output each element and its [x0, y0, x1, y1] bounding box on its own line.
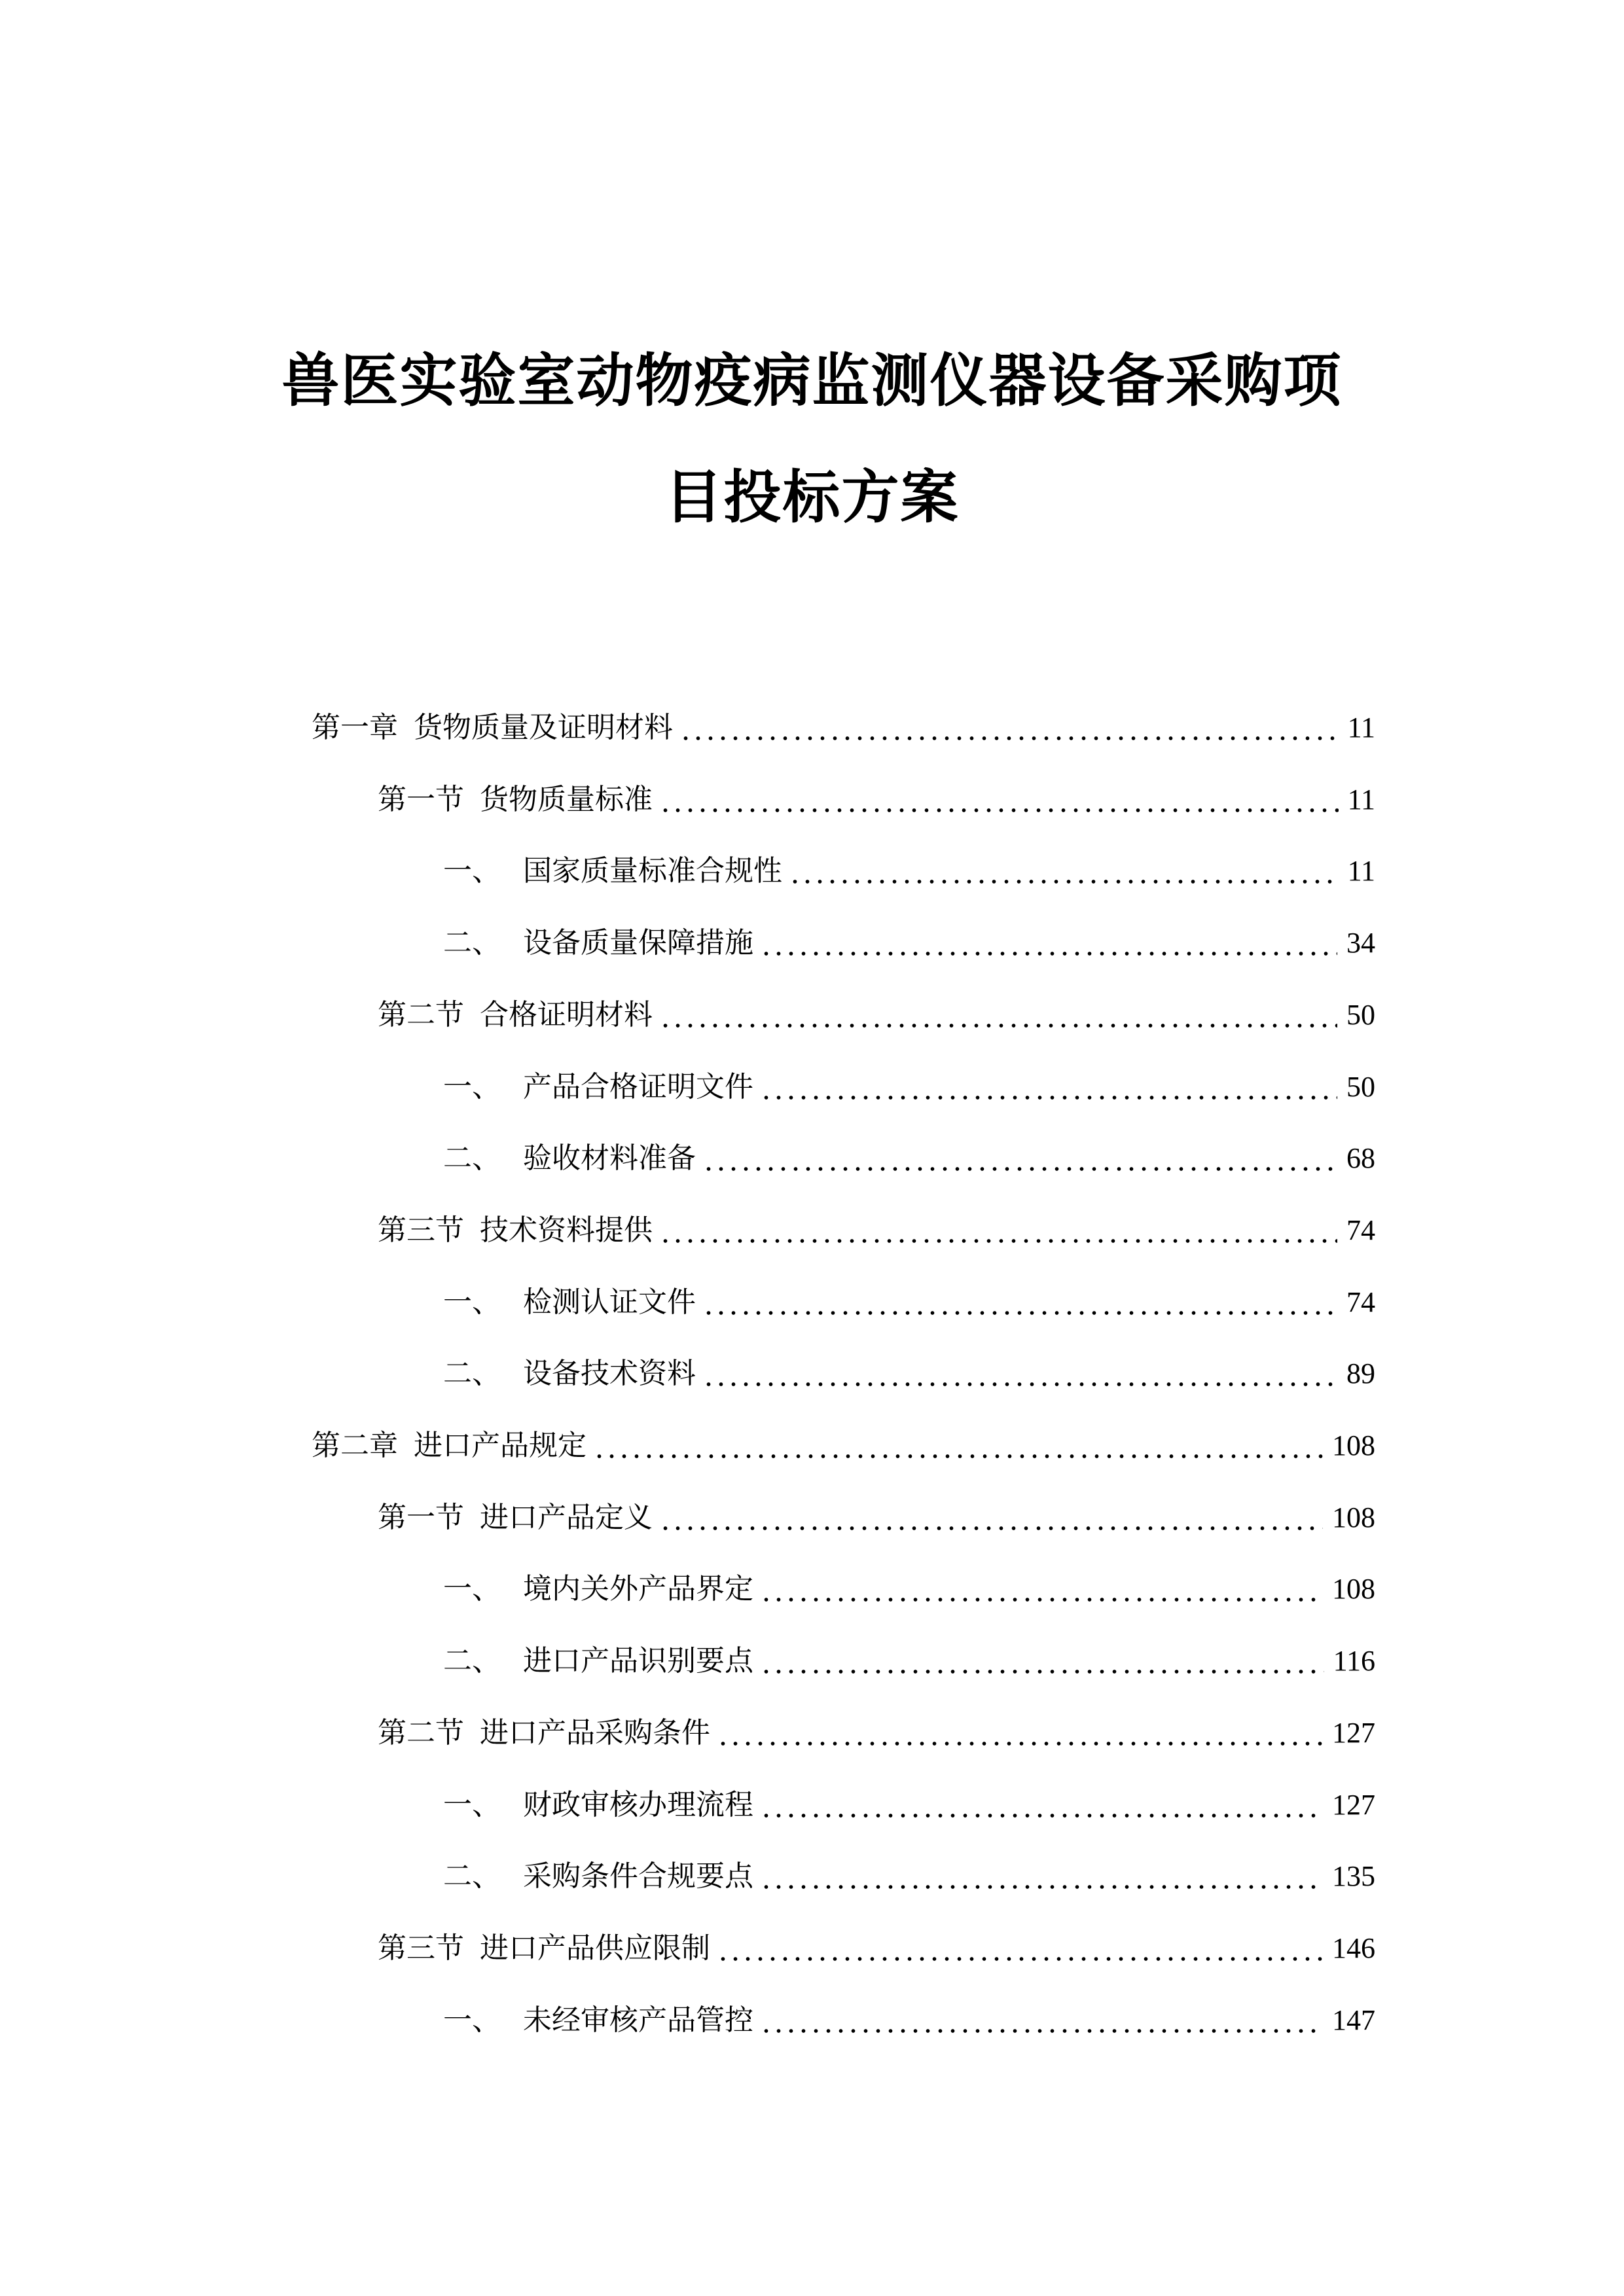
toc-entry[interactable] [378, 1926, 1375, 1965]
toc-entry-number: 第二节 [378, 1715, 464, 1749]
toc-entry-title: 检测认证文件 [523, 1285, 696, 1319]
toc-entry-title: 货物质量及证明材料 [414, 711, 673, 744]
toc-dot-leader [760, 2003, 1323, 2037]
toc-entry[interactable] [312, 706, 1375, 745]
toc-entry[interactable] [378, 778, 1375, 817]
toc-entry-number: 一、 [443, 1069, 501, 1103]
toc-entry-title: 产品合格证明文件 [523, 1069, 753, 1103]
toc-entry-page: 108 [1332, 1573, 1375, 1605]
toc-entry-title: 合格证明材料 [480, 997, 653, 1031]
toc-entry-page: 50 [1346, 998, 1375, 1031]
document-title-line-2: 目投标方案 [664, 463, 960, 531]
toc-dot-leader [659, 1213, 1337, 1247]
toc-entry-number: 第二节 [378, 997, 464, 1031]
toc-entry[interactable] [443, 1352, 1375, 1391]
toc-entry-page: 127 [1332, 1716, 1375, 1749]
toc-dot-leader [659, 783, 1339, 817]
toc-entry-title: 进口产品采购条件 [480, 1715, 710, 1749]
toc-entry-title: 境内关外产品界定 [523, 1572, 753, 1606]
toc-entry-title: 设备技术资料 [523, 1357, 696, 1391]
toc-entry-page: 108 [1332, 1501, 1375, 1534]
toc-entry-title: 未经审核产品管控 [523, 2003, 753, 2037]
toc-dot-leader [659, 1501, 1323, 1535]
toc-dot-leader [760, 1070, 1337, 1104]
toc-entry-page: 147 [1332, 2003, 1375, 2036]
toc-dot-leader [679, 711, 1339, 745]
toc-entry[interactable] [443, 849, 1375, 888]
toc-entry[interactable] [312, 1424, 1375, 1463]
toc-entry-number: 一、 [443, 2003, 501, 2037]
toc-entry-number: 一、 [443, 1572, 501, 1606]
toc-dot-leader [789, 854, 1339, 888]
toc-entry-number: 二、 [443, 1859, 501, 1893]
toc-entry-title: 进口产品规定 [414, 1429, 586, 1462]
toc-dot-leader [659, 998, 1337, 1032]
toc-dot-leader [702, 1285, 1337, 1319]
toc-entry-title: 进口产品定义 [480, 1500, 653, 1534]
toc-entry-title: 验收材料准备 [523, 1141, 696, 1175]
toc-entry-title: 采购条件合规要点 [523, 1859, 753, 1893]
toc-entry-title: 财政审核办理流程 [523, 1787, 753, 1821]
toc-dot-leader [760, 1644, 1324, 1678]
toc-entry-page: 34 [1346, 927, 1375, 960]
toc-entry-number: 第一节 [378, 1500, 464, 1534]
toc-entry-number: 一、 [443, 1285, 501, 1319]
toc-dot-leader [760, 1572, 1323, 1606]
toc-entry-page: 74 [1346, 1285, 1375, 1318]
toc-entry-title: 进口产品识别要点 [523, 1644, 753, 1678]
toc-entry[interactable] [443, 1639, 1375, 1678]
document-title-line-1: 兽医实验室动物疫病监测仪器设备采购项 [281, 347, 1343, 414]
toc-entry-number: 第一节 [378, 782, 464, 816]
toc-entry[interactable] [443, 1065, 1375, 1104]
toc-dot-leader [760, 1788, 1323, 1822]
toc-entry-page: 68 [1346, 1142, 1375, 1175]
toc-entry-title: 国家质量标准合规性 [523, 854, 782, 888]
toc-dot-leader [702, 1141, 1337, 1175]
toc-entry-page: 11 [1347, 783, 1375, 816]
toc-entry-page: 108 [1332, 1429, 1375, 1462]
toc-entry-number: 第二章 [312, 1429, 398, 1462]
toc-entry-page: 89 [1346, 1357, 1375, 1390]
toc-entry[interactable] [443, 1280, 1375, 1319]
toc-dot-leader [717, 1931, 1323, 1965]
toc-entry-page: 127 [1332, 1788, 1375, 1821]
toc-dot-leader [760, 1859, 1323, 1893]
toc-entry-number: 一、 [443, 854, 501, 888]
toc-entry-page: 74 [1346, 1213, 1375, 1246]
toc-entry-number: 二、 [443, 1644, 501, 1678]
toc-entry-number: 第三节 [378, 1931, 464, 1965]
toc-entry-number: 二、 [443, 1141, 501, 1175]
toc-entry-title: 货物质量标准 [480, 782, 653, 816]
toc-entry-title: 技术资料提供 [480, 1213, 653, 1247]
toc-dot-leader [760, 926, 1337, 960]
toc-dot-leader [717, 1716, 1323, 1750]
toc-entry-number: 二、 [443, 1357, 501, 1391]
toc-entry-number: 二、 [443, 926, 501, 960]
toc-entry-title: 设备质量保障措施 [523, 926, 753, 960]
toc-entry[interactable] [443, 1567, 1375, 1606]
toc-entry-page: 146 [1332, 1931, 1375, 1964]
toc-entry[interactable] [378, 1711, 1375, 1750]
toc-entry-page: 50 [1346, 1070, 1375, 1103]
toc-entry-page: 116 [1333, 1645, 1375, 1677]
toc-entry[interactable] [378, 993, 1375, 1032]
toc-entry-page: 135 [1332, 1860, 1375, 1893]
toc-entry[interactable] [443, 1783, 1375, 1822]
toc-entry-title: 进口产品供应限制 [480, 1931, 710, 1965]
toc-entry-number: 第三节 [378, 1213, 464, 1247]
toc-dot-leader [593, 1429, 1323, 1463]
toc-entry-page: 11 [1347, 855, 1375, 888]
toc-entry[interactable] [443, 921, 1375, 960]
toc-entry-number: 第一章 [312, 711, 398, 744]
toc-entry[interactable] [443, 1854, 1375, 1893]
toc-entry[interactable] [443, 1998, 1375, 2037]
toc-entry-number: 一、 [443, 1787, 501, 1821]
toc-entry-page: 11 [1347, 711, 1375, 744]
toc-entry[interactable] [378, 1208, 1375, 1247]
toc-entry[interactable] [378, 1496, 1375, 1535]
toc-entry[interactable] [443, 1136, 1375, 1175]
toc-dot-leader [702, 1357, 1337, 1391]
